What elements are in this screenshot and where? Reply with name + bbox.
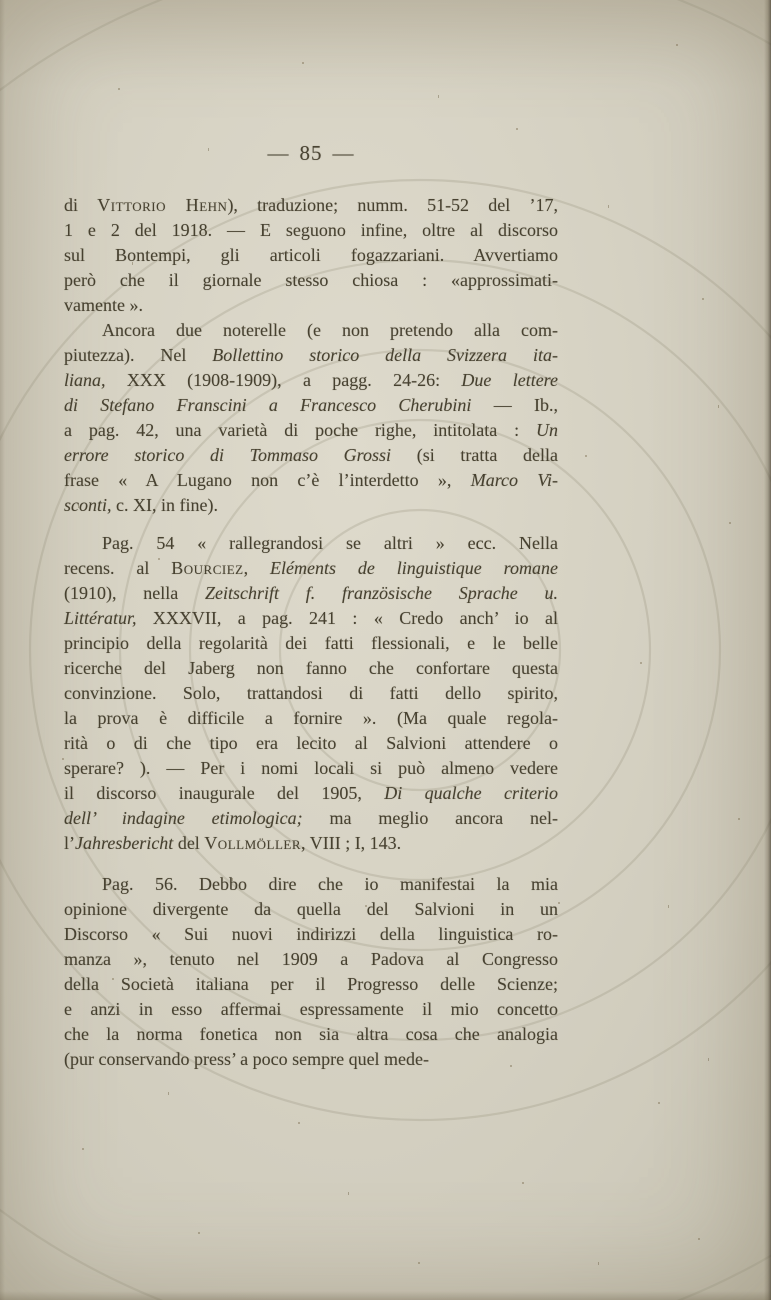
text-run: di: [64, 195, 98, 215]
italic-run: errore storico di Tommaso Grossi: [64, 445, 392, 465]
italic-run: Eléments de linguistique romane: [270, 558, 559, 578]
text-run: ), traduzione; numm. 51-52 del ’17,: [227, 195, 558, 215]
text-run: frase « A Lugano non c’è l’interdetto »,: [64, 470, 471, 490]
text-run: a pag. 42, una varietà di poche righe, intitolata :: [64, 420, 536, 440]
text-run: c. XI, in fine).: [111, 495, 218, 515]
text-run: l’: [64, 833, 75, 853]
text-run: la prova è difficile a fornire ». (Ma quale regola-: [64, 708, 558, 728]
italic-run: liana,: [64, 370, 106, 390]
text-line: [64, 781, 558, 806]
page-edge-left: [0, 0, 5, 1300]
header-dash-left: —: [267, 141, 290, 165]
text-line: [64, 897, 558, 922]
italic-run: Zeitschrift f. französische Sprache u.: [204, 583, 558, 603]
italic-run: Di qualche criterio: [384, 783, 558, 803]
text-run: (1910), nella: [64, 583, 205, 603]
page-number: [64, 141, 558, 166]
text-run: recens. al: [64, 558, 172, 578]
text-line: [64, 531, 558, 556]
italic-run: dell’ indagine etimologica;: [64, 808, 303, 828]
text-line: [64, 631, 558, 656]
text-line: [64, 681, 558, 706]
page-number-value: 85: [299, 141, 323, 165]
text-run: del: [173, 833, 205, 853]
italic-run: Littératur,: [64, 608, 137, 628]
text-line: [64, 581, 558, 606]
text-line: [64, 872, 558, 897]
text-run: rità o di che tipo era lecito al Salvioni attendere o: [64, 733, 558, 753]
text-run: 1 e 2 del 1918. — E seguono infine, oltre al discorso: [64, 220, 558, 240]
text-run: (si tratta della: [391, 445, 558, 465]
text-line: [64, 293, 558, 318]
text-run: ricerche del Jaberg non fanno che confortare questa: [64, 658, 558, 678]
text-run: Ancora due noterelle (e non pretendo alla com-: [102, 320, 558, 340]
text-line: [64, 268, 558, 293]
italic-run: Due lettere: [461, 370, 559, 390]
text-run: ma meglio ancora nel-: [302, 808, 558, 828]
text-line: [64, 556, 558, 581]
italic-run: Jahresbericht: [75, 833, 174, 853]
text-run: (pur conservando press’ a poco sempre quel mede-: [64, 1049, 430, 1069]
text-line: [64, 731, 558, 756]
italic-run: Un: [536, 420, 558, 440]
text-line: [64, 947, 558, 972]
text-line: [64, 218, 558, 243]
text-line: [64, 831, 558, 856]
text-line: [64, 606, 558, 631]
text-run: della Società italiana per il Progresso delle Scienze;: [64, 974, 558, 994]
text-line: [64, 922, 558, 947]
text-line: [64, 706, 558, 731]
text-line: [64, 806, 558, 831]
smallcaps-run: Vollmöller: [204, 833, 302, 853]
text-run: il discorso inaugurale del 1905,: [64, 783, 385, 803]
text-run: Pag. 54 « rallegrandosi se altri » ecc. Nella: [102, 533, 558, 553]
text-line: [64, 972, 558, 997]
text-run: sperare? ). — Per i nomi locali si può almeno vedere: [64, 758, 558, 778]
text-run: , VIII ; I, 143.: [301, 833, 402, 853]
text-line: [64, 468, 558, 493]
paper-speckles: [0, 0, 2, 2]
text-run: XXXVII, a pag. 241 : « Credo anch’ io al: [136, 608, 558, 628]
text-run: che la norma fonetica non sia altra cosa che analogia: [64, 1024, 558, 1044]
italic-run: Marco Vi-: [470, 470, 558, 490]
text-run: — Ib.,: [471, 395, 558, 415]
text-run: principio della regolarità dei fatti flessionali, e le belle: [64, 633, 558, 653]
paper-fibers: [0, 0, 1, 3]
text-line: [64, 243, 558, 268]
header-dash-right: —: [332, 141, 355, 165]
page-edge-right: [764, 0, 771, 1300]
text-run: manza », tenuto nel 1909 a Padova al Congresso: [64, 949, 558, 969]
text-line: [64, 997, 558, 1022]
text-line: [64, 493, 558, 518]
smallcaps-run: Bourciez: [171, 558, 244, 578]
text-run: ,: [243, 558, 271, 578]
smallcaps-run: Vittorio Hehn: [97, 195, 228, 215]
text-line: [64, 343, 558, 368]
italic-run: Bollettino storico della Svizzera ita-: [212, 345, 558, 365]
text-line: [64, 393, 558, 418]
text-line: [64, 656, 558, 681]
text-run: Pag. 56. Debbo dire che io manifestai la mia: [102, 874, 558, 894]
text-run: opinione divergente da quella del Salvioni in un: [64, 899, 558, 919]
text-run: convinzione. Solo, trattandosi di fatti dello spirito,: [64, 683, 558, 703]
text-line: [64, 318, 558, 343]
text-run: XXX (1908-1909), a pagg. 24-26:: [105, 370, 462, 390]
text-run: vamente ».: [64, 295, 143, 315]
text-run: però che il giornale stesso chiosa : «approssimati-: [64, 270, 558, 290]
page-edge-bottom: [0, 1291, 771, 1300]
text-run: piutezza). Nel: [64, 345, 213, 365]
text-line: [64, 1047, 558, 1072]
text-line: [64, 418, 558, 443]
page-text: [64, 193, 558, 1072]
italic-run: di Stefano Franscini a Francesco Cherubini: [64, 395, 472, 415]
text-line: [64, 443, 558, 468]
text-line: [64, 1022, 558, 1047]
text-line: [64, 193, 558, 218]
text-line: [64, 368, 558, 393]
text-run: Discorso « Sui nuovi indirizzi della linguistica ro-: [64, 924, 558, 944]
italic-run: sconti,: [64, 495, 112, 515]
text-line: [64, 756, 558, 781]
text-run: e anzi in esso affermai espressamente il mio concetto: [64, 999, 558, 1019]
text-run: sul Bontempi, gli articoli fogazzariani. Avvertiamo: [64, 245, 558, 265]
